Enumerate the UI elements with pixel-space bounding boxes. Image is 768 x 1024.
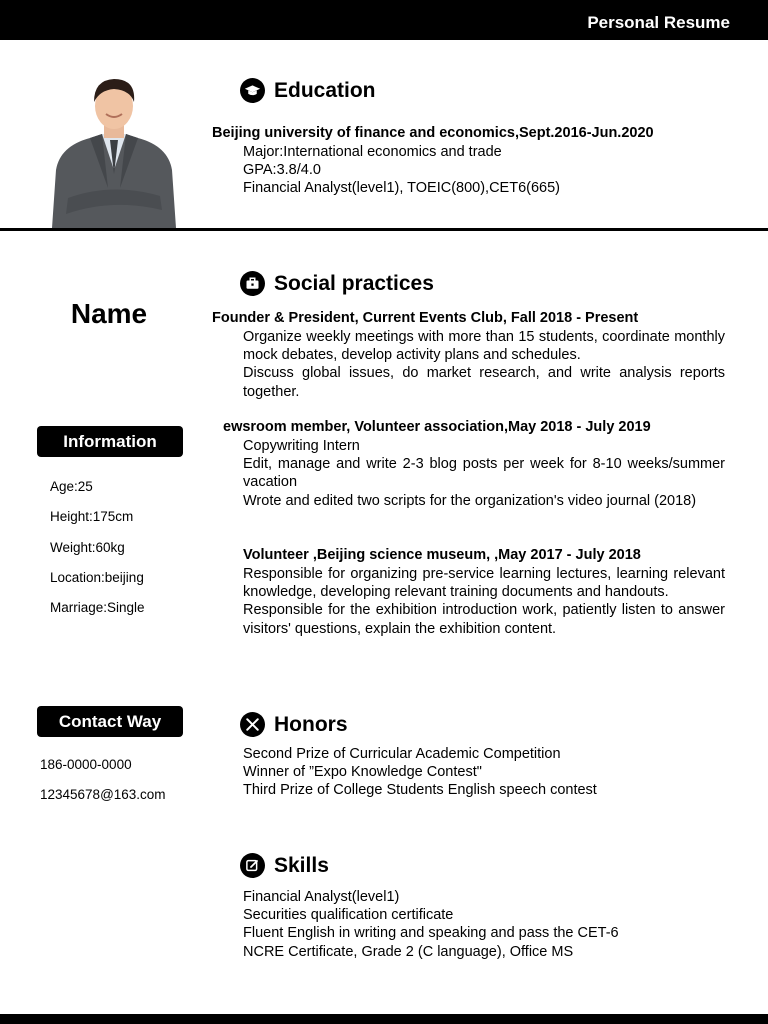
graduation-cap-icon [240, 78, 265, 103]
honors-list [243, 745, 725, 800]
social-entry-line: Organize weekly meetings with more than 15 students, coordinate monthly mock debates, develop activity plans and schedules. [243, 329, 725, 364]
social-entry-heading: ewsroom member, Volunteer association,May 2018 - July 2019 [223, 419, 651, 435]
social-entry-body [243, 437, 725, 510]
honor-item: Second Prize of Curricular Academic Competition [243, 746, 561, 762]
pencil-icon [240, 853, 265, 878]
education-certs: Financial Analyst(level1), TOEIC(800),CET6(665) [243, 180, 560, 197]
social-entry-heading: Founder & President, Current Events Club, Fall 2018 - Present [212, 310, 639, 326]
honors-title: Honors [274, 712, 348, 736]
info-marriage: Marriage:Single [50, 600, 145, 616]
info-age: Age:25 [50, 479, 93, 494]
honor-item: Third Prize of College Students English speech contest [243, 782, 597, 799]
profile-photo [46, 70, 182, 228]
social-entry-heading: Volunteer ,Beijing science museum, ,May 2017 - July 2018 [243, 547, 641, 563]
briefcase-icon [240, 271, 265, 296]
information-list [50, 477, 145, 628]
education-details [243, 143, 725, 198]
education-title: Education [274, 78, 376, 102]
honors-heading [240, 712, 348, 737]
education-gpa: GPA:3.8/4.0 [243, 162, 321, 179]
social-entry-line: Edit, manage and write 2-3 blog posts per week for 8-10 weeks/summer vacation [243, 456, 725, 491]
information-label: Information [37, 426, 183, 457]
contact-label: Contact Way [37, 706, 183, 737]
contact-list [40, 755, 166, 816]
social-heading [240, 271, 434, 296]
skill-item: Securities qualification certificate [243, 907, 454, 924]
info-location: Location:beijing [50, 569, 144, 585]
resume-title: Personal Resume [587, 13, 730, 32]
social-entry-body [243, 565, 725, 638]
skills-heading [240, 853, 329, 878]
tools-icon [240, 712, 265, 737]
header-bar [0, 0, 768, 40]
social-entry-line: Responsible for the exhibition introduction work, patiently listen to answer visitors' questions, explain the exhibition content. [243, 602, 725, 637]
contact-email: 12345678@163.com [40, 787, 166, 803]
skills-list [243, 888, 725, 961]
education-school: Beijing university of finance and economics,Sept.2016-Jun.2020 [212, 125, 654, 141]
skill-item: Financial Analyst(level1) [243, 889, 400, 905]
skill-item: NCRE Certificate, Grade 2 (C language), Office MS [243, 943, 574, 960]
person-name: Name [70, 298, 148, 329]
social-entry-line: Responsible for organizing pre-service learning lectures, learning relevant knowledge, developing relevant training documents and handouts. [243, 566, 725, 601]
skills-title: Skills [274, 853, 329, 877]
footer-bar [0, 1014, 768, 1024]
contact-phone: 186-0000-0000 [40, 757, 132, 772]
education-major: Major:International economics and trade [243, 144, 502, 160]
honor-item: Winner of ”Expo Knowledge Contest" [243, 764, 482, 781]
social-entry-line: Copywriting Intern [243, 438, 360, 454]
social-entry-body [243, 328, 725, 401]
info-height: Height:175cm [50, 509, 134, 525]
education-heading [240, 78, 376, 103]
info-weight: Weight:60kg [50, 539, 125, 555]
social-title: Social practices [274, 271, 434, 295]
social-entry-line: Discuss global issues, do market research, and write analysis reports together. [243, 365, 725, 400]
skill-item: Fluent English in writing and speaking and pass the CET-6 [243, 925, 619, 942]
social-entry-line: Wrote and edited two scripts for the organization's video journal (2018) [243, 492, 697, 509]
section-divider [0, 228, 768, 231]
